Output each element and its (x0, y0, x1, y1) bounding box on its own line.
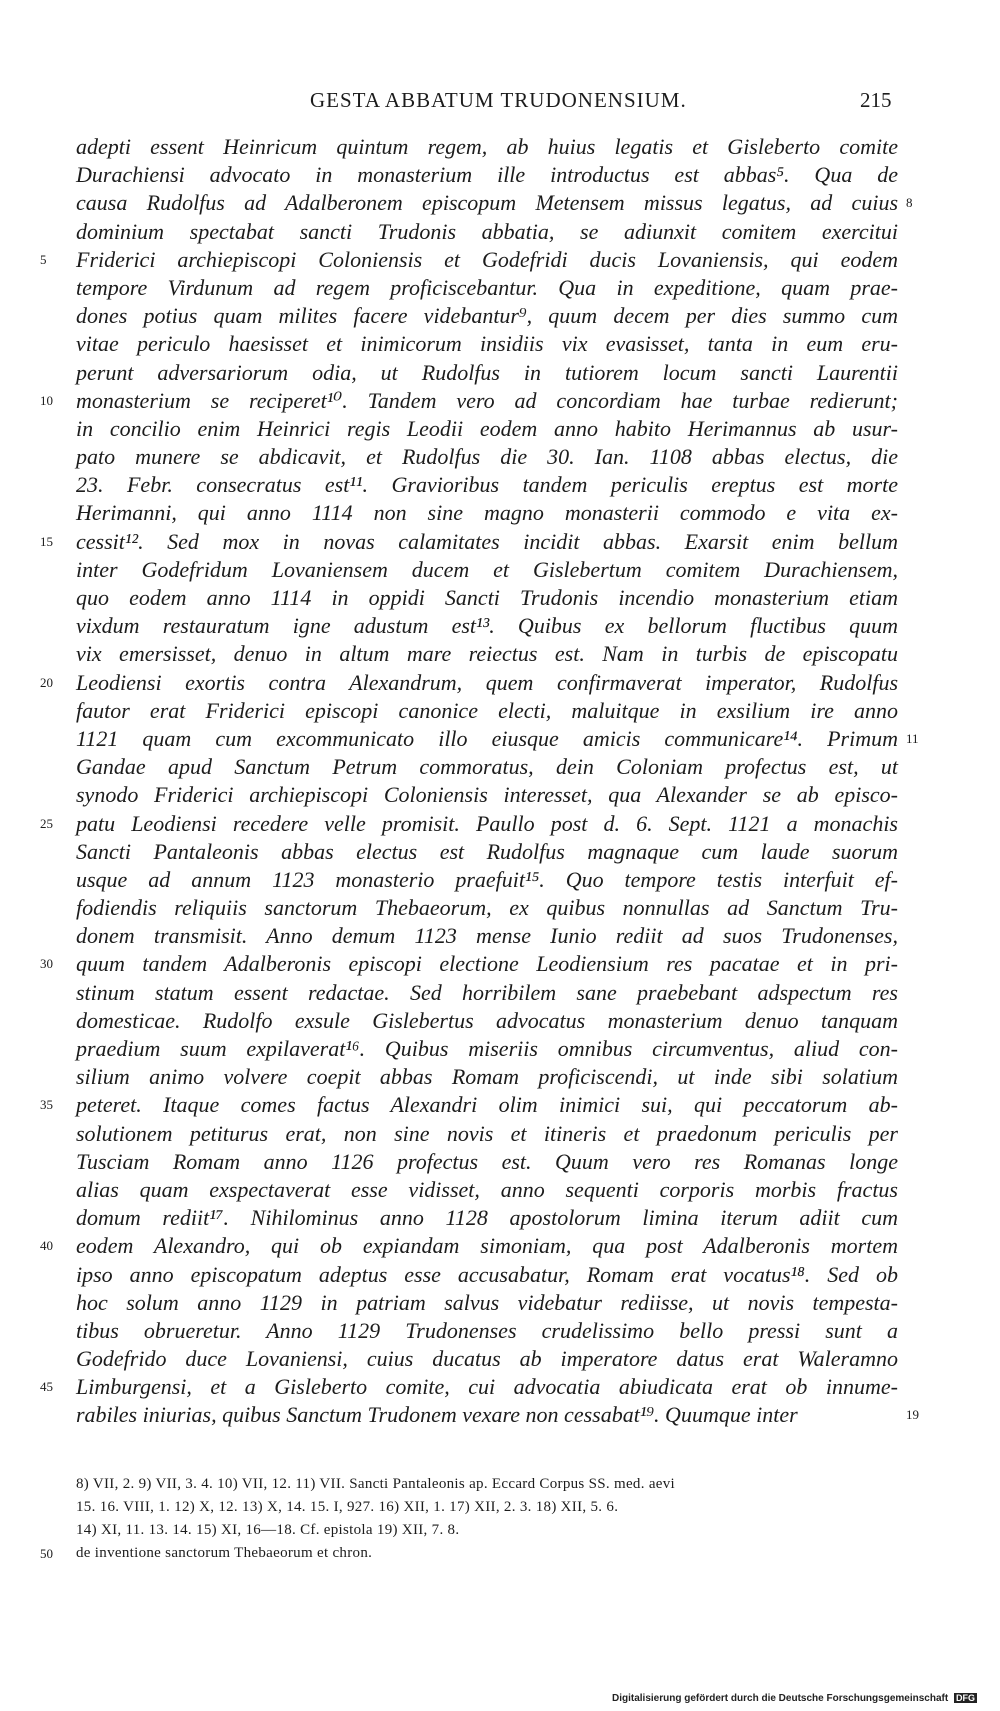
line-text: dones potius quam milites facere videbantur⁹, quum decem per dies summo cum (76, 303, 898, 329)
line-number: 25 (40, 815, 53, 831)
footnote-text: de inventione sanctorum Thebaeorum et chron. (76, 1545, 373, 1561)
digitization-credit (612, 1693, 977, 1704)
text-line (0, 246, 1000, 274)
text-line (0, 979, 1000, 1007)
page-number: 215 (860, 88, 892, 112)
footnote-line (0, 1543, 1000, 1566)
text-line (0, 528, 1000, 556)
line-text: Limburgensi, et a Gisleberto comite, cui advocatia abiudicata erat ob innume- (76, 1374, 898, 1400)
line-text: usque ad annum 1123 monasterio praefuit¹⁵. Quo tempore testis interfuit ef- (76, 866, 898, 892)
line-text: vitae periculo haesisset et inimicorum insidiis vix evasisset, tanta in eum eru- (76, 331, 898, 357)
line-number: 10 (40, 392, 53, 408)
line-text: ipso anno episcopatum adeptus esse accusabatur, Romam erat vocatus¹⁸. Sed ob (76, 1261, 898, 1287)
line-number: 45 (40, 1379, 53, 1395)
line-text: 23. Febr. consecratus est¹¹. Gravioribus tandem periculis ereptus est morte (76, 472, 898, 498)
text-line (0, 810, 1000, 838)
line-text: monasterium se reciperet¹⁰. Tandem vero ad concordiam hae turbae redierunt; (76, 387, 898, 413)
line-text: alias quam exspectaverat esse vidisset, anno sequenti corporis morbis fractus (76, 1176, 898, 1202)
line-number: 40 (40, 1238, 53, 1254)
text-line (0, 922, 1000, 950)
text-line (0, 359, 1000, 387)
text-line (0, 556, 1000, 584)
text-line (0, 753, 1000, 781)
text-line (0, 1204, 1000, 1232)
footnote-line (0, 1474, 1000, 1497)
text-line (0, 218, 1000, 246)
line-text: cessit¹². Sed mox in novas calamitates incidit abbas. Exarsit enim bellum (76, 528, 898, 554)
text-line (0, 669, 1000, 697)
line-text: patu Leodiensi recedere velle promisit. Paullo post d. 6. Sept. 1121 a monachis (76, 810, 898, 836)
text-line (0, 1120, 1000, 1148)
footnote-text: 14) XI, 11. 13. 14. 15) XI, 16—18. Cf. epistola 19) XII, 7. 8. (76, 1522, 460, 1538)
line-text: Friderici archiepiscopi Coloniensis et Godefridi ducis Lovaniensis, qui eodem (76, 246, 898, 272)
line-text: Leodiensi exortis contra Alexandrum, quem confirmaverat imperator, Rudolfus (76, 669, 898, 695)
line-text: silium animo volvere coepit abbas Romam proficiscendi, ut inde sibi solatium (76, 1064, 898, 1090)
line-text: domum rediit¹⁷. Nihilominus anno 1128 apostolorum limina iterum adiit cum (76, 1205, 898, 1231)
line-text: vixdum restauratum igne adustum est¹³. Quibus ex bellorum fluctibus quum (76, 613, 898, 639)
text-line (0, 697, 1000, 725)
text-line (0, 133, 1000, 161)
text-line (0, 1345, 1000, 1373)
text-line (0, 1007, 1000, 1035)
line-text: rabiles iniurias, quibus Sanctum Trudonem vexare non cessabat¹⁹. Quumque inter (76, 1402, 798, 1428)
text-line (0, 1035, 1000, 1063)
text-line (0, 1373, 1000, 1401)
text-line (0, 1091, 1000, 1119)
text-line (0, 189, 1000, 217)
line-number: 15 (40, 533, 53, 549)
line-text: Gandae apud Sanctum Petrum commoratus, dein Coloniam profectus est, ut (76, 754, 898, 780)
line-text: domesticae. Rudolfo exsule Gislebertus advocatus monasterium denuo tanquam (76, 1007, 898, 1033)
line-text: Tusciam Romam anno 1126 profectus est. Quum vero res Romanas longe (76, 1148, 898, 1174)
line-text: solutionem petiturus erat, non sine novis et itineris et praedonum periculis per (76, 1120, 898, 1146)
line-text: inter Godefridum Lovaniensem ducem et Gislebertum comitem Durachiensem, (76, 556, 898, 582)
text-line (0, 1063, 1000, 1091)
text-line (0, 894, 1000, 922)
footnotes (0, 1474, 1000, 1566)
line-text: adepti essent Heinricum quintum regem, ab huius legatis et Gisleberto comite (76, 134, 898, 159)
text-line (0, 1148, 1000, 1176)
text-line (0, 1261, 1000, 1289)
line-text: Godefrido duce Lovaniensi, cuius ducatus ab imperatore datus erat Waleramno (76, 1346, 898, 1372)
main-text (0, 133, 1000, 1430)
text-line (0, 1289, 1000, 1317)
line-text: hoc solum anno 1129 in patriam salvus videbatur rediisse, ut novis tempesta- (76, 1289, 898, 1315)
line-number: 35 (40, 1097, 53, 1113)
line-text: 1121 quam cum excommunicato illo eiusque amicis communicare¹⁴. Primum (76, 725, 898, 751)
text-line (0, 1401, 1000, 1429)
line-text: pato munere se abdicavit, et Rudolfus die 30. Ian. 1108 abbas electus, die (76, 444, 898, 470)
line-text: quum tandem Adalberonis episcopi electione Leodiensium res pacatae et in pri- (76, 951, 898, 977)
margin-reference: 8 (906, 195, 913, 211)
line-text: Herimanni, qui anno 1114 non sine magno monasterii commodo e vita ex- (76, 500, 898, 526)
line-text: stinum statum essent redactae. Sed horribilem sane praebebant adspectum res (76, 979, 898, 1005)
text-line (0, 302, 1000, 330)
line-text: causa Rudolfus ad Adalberonem episcopum Metensem missus legatus, ad cuius (76, 190, 898, 216)
footnote-line (0, 1497, 1000, 1520)
line-number: 5 (40, 251, 47, 267)
text-line (0, 1176, 1000, 1204)
text-line (0, 866, 1000, 894)
text-line (0, 640, 1000, 668)
text-line (0, 330, 1000, 358)
margin-reference: 11 (906, 730, 919, 746)
line-text: donem transmisit. Anno demum 1123 mense Iunio rediit ad suos Trudonenses, (76, 923, 898, 949)
line-text: fautor erat Friderici episcopi canonice electi, maluitque in exsilium ire anno (76, 697, 898, 723)
text-line (0, 274, 1000, 302)
line-text: in concilio enim Heinrici regis Leodii eodem anno habito Herimannus ab usur- (76, 415, 898, 441)
text-line (0, 1232, 1000, 1260)
text-line (0, 838, 1000, 866)
line-number: 50 (40, 1546, 53, 1561)
text-line (0, 584, 1000, 612)
text-line (0, 950, 1000, 978)
text-line (0, 499, 1000, 527)
running-title: GESTA ABBATUM TRUDONENSIUM. (310, 88, 687, 112)
footnote-text: 15. 16. VIII, 1. 12) X, 12. 13) X, 14. 15. I, 927. 16) XII, 1. 17) XII, 2. 3. 18) XII, 5. 6. (76, 1499, 619, 1515)
line-text: synodo Friderici archiepiscopi Coloniensis interesset, qua Alexander se ab episco- (76, 782, 898, 808)
text-line (0, 387, 1000, 415)
text-line (0, 725, 1000, 753)
line-text: perunt adversariorum odia, ut Rudolfus in tutiorem locum sancti Laurentii (76, 359, 898, 385)
line-text: Sancti Pantaleonis abbas electus est Rudolfus magnaque cum laude suorum (76, 838, 898, 864)
credit-text: Digitalisierung gefördert durch die Deutsche Forschungsgemeinschaft (612, 1693, 949, 1704)
text-line (0, 471, 1000, 499)
line-text: peteret. Itaque comes factus Alexandri olim inimici sui, qui peccatorum ab- (76, 1092, 898, 1118)
dfg-logo: DFG (955, 1693, 975, 1703)
text-line (0, 443, 1000, 471)
text-line (0, 612, 1000, 640)
line-text: tibus obrueretur. Anno 1129 Trudonenses crudelissimo bello pressi sunt a (76, 1317, 898, 1343)
line-text: praedium suum expilaverat¹⁶. Quibus miseriis omnibus circumventus, aliud con- (76, 1036, 898, 1061)
text-line (0, 415, 1000, 443)
footnote-line (0, 1520, 1000, 1543)
line-text: Durachiensi advocato in monasterium ille introductus est abbas⁵. Qua de (76, 162, 898, 188)
line-text: dominium spectabat sancti Trudonis abbatia, se adiunxit comitem exercitui (76, 218, 898, 244)
line-text: vix emersisset, denuo in altum mare reiectus est. Nam in turbis de episcopatu (76, 641, 898, 667)
line-text: quo eodem anno 1114 in oppidi Sancti Trudonis incendio monasterium etiam (76, 585, 898, 610)
line-text: tempore Virdunum ad regem proficiscebantur. Qua in expeditione, quam prae- (76, 274, 898, 300)
text-line (0, 161, 1000, 189)
running-header (0, 88, 1000, 118)
line-number: 20 (40, 674, 53, 690)
text-line (0, 1317, 1000, 1345)
footnote-text: 8) VII, 2. 9) VII, 3. 4. 10) VII, 12. 11) VII. Sancti Pantaleonis ap. Eccard Corpus SS. med. aevi (76, 1476, 675, 1492)
line-text: eodem Alexandro, qui ob expiandam simoniam, qua post Adalberonis mortem (76, 1233, 898, 1259)
line-text: fodiendis reliquiis sanctorum Thebaeorum, ex quibus nonnullas ad Sanctum Tru- (76, 895, 898, 921)
margin-reference: 19 (906, 1407, 919, 1423)
text-line (0, 781, 1000, 809)
line-number: 30 (40, 956, 53, 972)
